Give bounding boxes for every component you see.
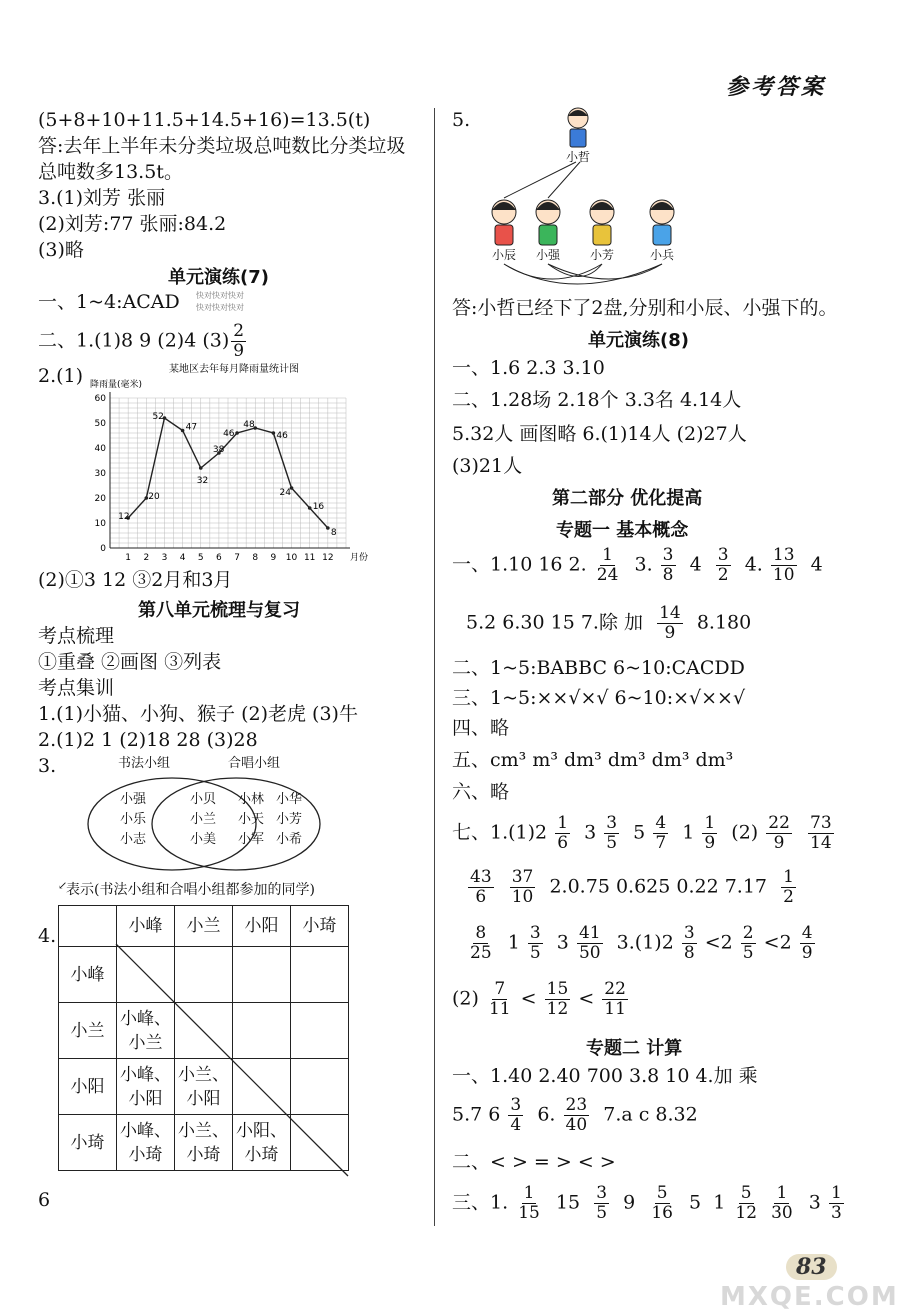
page-number-left: 6	[38, 1189, 51, 1211]
denominator: 25	[470, 943, 492, 963]
venn-name: 小华	[276, 792, 303, 807]
math-line	[452, 546, 823, 585]
text-line: 五、cm³ m³ dm³ dm³ dm³ dm³	[452, 749, 734, 771]
text-span: 3	[808, 1191, 821, 1214]
section-title: 单元演练(7)	[168, 267, 269, 288]
text-span: 5.2 6.30 15 7.除 加	[466, 611, 643, 634]
venn-name: 小林	[238, 792, 265, 807]
text-line: 考点集训	[38, 677, 115, 699]
denominator: 8	[683, 943, 695, 963]
x-tick-label: 6	[216, 553, 222, 563]
fraction	[564, 1096, 590, 1135]
numerator: 1	[523, 1183, 535, 1203]
y-tick-label: 20	[94, 494, 106, 504]
numerator: 3	[529, 923, 541, 943]
text-span: <	[520, 987, 537, 1010]
text-span: 5	[689, 1191, 702, 1214]
text-line: 5.32人 画图略 6.(1)14人 (2)27人	[452, 423, 747, 445]
text-span: 1	[713, 1191, 726, 1214]
y-tick-label: 0	[100, 544, 106, 554]
venn-name: 小乐	[120, 812, 147, 827]
text-span: 七、1.(1)2	[452, 821, 548, 844]
table-row-header: 小阳	[59, 1059, 117, 1115]
text-span: 5.7 6	[452, 1103, 501, 1126]
data-label: 38	[212, 445, 225, 455]
denominator: 11	[604, 999, 626, 1019]
section-title: 第八单元梳理与复习	[138, 600, 300, 621]
text-span: 1	[507, 931, 520, 954]
y-tick-label: 60	[94, 394, 106, 404]
numerator: 14	[659, 603, 681, 623]
denominator: 5	[529, 943, 541, 963]
numerator: 41	[578, 923, 601, 943]
section-title: 专题二 计算	[586, 1038, 683, 1059]
fraction	[829, 1184, 844, 1223]
denominator: 5	[606, 833, 618, 853]
denominator: 9	[664, 623, 676, 643]
numerator: 43	[470, 867, 492, 887]
text-line: 答:去年上半年未分类垃圾总吨数比分类垃圾	[38, 135, 406, 157]
text-span: 7.a c 8.32	[603, 1103, 698, 1126]
text-span: 3	[584, 821, 597, 844]
numerator: 1	[602, 545, 613, 565]
text-span: 4	[689, 553, 702, 576]
x-tick-label: 7	[234, 553, 240, 563]
denominator: 9	[704, 833, 716, 853]
fraction	[468, 924, 494, 963]
fraction	[516, 1184, 542, 1223]
data-label: 48	[243, 420, 255, 430]
denominator: 24	[596, 565, 619, 585]
text-line: 3.	[38, 755, 57, 777]
denominator: 4	[510, 1115, 522, 1135]
denominator: 40	[565, 1115, 588, 1135]
venn-mid-names	[190, 790, 216, 850]
denominator: 2	[783, 887, 794, 907]
data-point	[199, 466, 203, 470]
venn-right-names	[276, 790, 302, 850]
denominator: 3	[830, 1203, 842, 1223]
numerator: 13	[772, 545, 795, 565]
data-label: 24	[279, 488, 291, 498]
denominator: 30	[771, 1203, 793, 1223]
venn-name: 小天	[238, 812, 265, 827]
denominator: 9	[773, 833, 785, 853]
table-row-header: 小峰	[59, 947, 117, 1003]
chart-xlabel: 月份	[350, 553, 369, 563]
numerator: 3	[683, 923, 695, 943]
fraction	[716, 546, 731, 585]
numerator: 2	[233, 321, 245, 341]
numerator: 3	[510, 1095, 522, 1115]
fraction	[682, 924, 697, 963]
text-span: (2)	[731, 821, 759, 844]
fraction	[577, 924, 603, 963]
data-label: 46	[223, 429, 235, 439]
text-line: 一、1.40 2.40 700 3.8 10 4.加 乘	[452, 1065, 758, 1087]
fraction	[555, 814, 570, 853]
venn-name: 小贝	[190, 792, 217, 807]
text-line: 总吨数多13.5t。	[38, 161, 183, 183]
data-point	[181, 429, 185, 433]
fraction	[771, 546, 797, 585]
text-line: 二、1~5:BABBC 6~10:CACDD	[452, 657, 745, 679]
venn-name: 小军	[238, 832, 265, 847]
data-label: 12	[118, 512, 130, 522]
denominator: 12	[735, 1203, 758, 1223]
text-span: 5	[633, 821, 646, 844]
table-cell: 小峰、 小琦	[117, 1115, 175, 1171]
denominator: 12	[546, 999, 569, 1019]
venn-name: 小美	[190, 832, 217, 847]
data-label: 8	[330, 528, 337, 538]
x-tick-label: 2	[143, 553, 150, 563]
y-tick-label: 30	[94, 469, 106, 479]
numerator: 4	[801, 923, 813, 943]
fraction	[510, 868, 536, 907]
math-line	[466, 868, 798, 907]
x-tick-label: 4	[179, 553, 186, 563]
data-point	[235, 431, 239, 435]
fraction	[808, 814, 834, 853]
text-line: 六、略	[452, 781, 510, 803]
text-line: 一、1~4:ACAD	[38, 291, 180, 313]
venn-name: 小强	[120, 792, 147, 807]
fraction	[781, 868, 796, 907]
data-point	[308, 506, 312, 510]
table-cell: 小兰、 小阳	[175, 1059, 233, 1115]
text-line: 二、1.28场 2.18个 3.3名 4.14人	[452, 389, 742, 411]
fraction	[487, 980, 513, 1019]
denominator: 11	[488, 999, 511, 1019]
text-span: 1	[682, 821, 695, 844]
text-line: (5+8+10+11.5+14.5+16)=13.5(t)	[38, 109, 371, 131]
numerator: 15	[546, 979, 569, 999]
data-label: 52	[152, 412, 164, 422]
venn-name: 小芳	[276, 812, 303, 827]
person-icon	[590, 200, 614, 245]
y-tick-label: 50	[94, 419, 106, 429]
text-span: (2)	[452, 987, 479, 1010]
text-line: 4.	[38, 925, 57, 947]
watermark-small: 快对快对快对	[196, 303, 244, 312]
numerator: 8	[475, 923, 487, 943]
table-header-cell: 小兰	[175, 906, 233, 947]
numerator: 22	[604, 979, 626, 999]
numerator: 1	[776, 1183, 788, 1203]
fraction	[468, 868, 494, 907]
denominator: 50	[578, 943, 601, 963]
person-label: 小辰	[492, 248, 517, 262]
fraction	[231, 322, 246, 361]
column-divider	[434, 108, 435, 1226]
text-span: 一、1.10 16 2.	[452, 553, 587, 576]
numerator: 1	[704, 813, 716, 833]
x-tick-label: 8	[252, 553, 259, 563]
text-span: 3.	[634, 553, 653, 576]
x-tick-label: 9	[270, 553, 277, 563]
fraction	[741, 924, 756, 963]
text-line: 2.(1)2 1 (2)18 28 (3)28	[38, 729, 258, 751]
denominator: 10	[511, 887, 534, 907]
numerator: 5	[656, 1183, 668, 1203]
denominator: 15	[518, 1203, 540, 1223]
arrow-icon: ↙	[58, 879, 68, 892]
fraction	[733, 1184, 759, 1223]
text-line: 一、1.6 2.3 3.10	[452, 357, 605, 379]
fraction	[649, 1184, 675, 1223]
y-tick-label: 40	[94, 444, 106, 454]
data-point	[326, 526, 330, 530]
numerator: 3	[717, 545, 729, 565]
text-line	[38, 322, 248, 361]
denominator: 7	[655, 833, 667, 853]
venn-name: 小志	[120, 832, 147, 847]
fraction	[545, 980, 571, 1019]
text-line: 1.(1)小猫、小狗、猴子 (2)老虎 (3)牛	[38, 703, 358, 725]
data-label: 46	[276, 431, 288, 441]
watermark-small: 快对快对快对	[196, 291, 244, 300]
person-label: 小芳	[590, 248, 615, 262]
numerator: 37	[511, 867, 534, 887]
y-tick-label: 10	[94, 519, 106, 529]
chart-title: 某地区去年每月降雨量统计图	[169, 364, 299, 375]
fraction	[653, 814, 668, 853]
data-label: 32	[196, 476, 209, 486]
x-tick-label: 5	[197, 553, 204, 563]
data-label: 20	[148, 492, 160, 502]
math-line	[466, 924, 817, 963]
text-line: 三、1~5:××√×√ 6~10:×√××√	[452, 687, 746, 709]
denominator: 10	[772, 565, 795, 585]
text-line: ①重叠 ②画图 ③列表	[38, 651, 222, 673]
denominator: 6	[475, 887, 487, 907]
table-header-cell: 小峰	[117, 906, 175, 947]
table-cell: 小阳、 小琦	[233, 1115, 291, 1171]
rainfall-line-chart	[84, 360, 369, 570]
text-span: 15	[555, 1191, 581, 1214]
numerator: 3	[596, 1183, 608, 1203]
numerator: 5	[740, 1183, 752, 1203]
text-line: (3)21人	[452, 455, 523, 477]
data-label: 16	[312, 502, 325, 512]
section-title: 第二部分 优化提高	[552, 488, 703, 509]
table-header-cell: 小阳	[233, 906, 291, 947]
denominator: 2	[717, 565, 729, 585]
denominator: 8	[662, 565, 674, 585]
text-line: 二、< > = > < >	[452, 1151, 616, 1173]
table-corner	[59, 906, 117, 947]
text-line: 5.	[452, 109, 471, 131]
denominator: 5	[596, 1203, 608, 1223]
numerator: 3	[606, 813, 618, 833]
venn-name: 小希	[276, 832, 303, 847]
venn-left-names	[120, 790, 146, 850]
x-tick-label: 12	[322, 553, 334, 563]
x-tick-label: 10	[285, 553, 298, 563]
numerator: 22	[768, 813, 790, 833]
text-span: 4	[810, 553, 823, 576]
denominator: 5	[742, 943, 754, 963]
person-icon	[650, 200, 674, 245]
math-line	[452, 980, 630, 1019]
text-line: 2.(1)	[38, 365, 84, 387]
table-cell: 小峰、 小阳	[117, 1059, 175, 1115]
text-span: <	[578, 987, 595, 1010]
text-span: 8.180	[696, 611, 752, 634]
fraction	[661, 546, 676, 585]
denominator: 14	[810, 833, 832, 853]
table-cell: 小峰、 小兰	[117, 1003, 175, 1059]
fraction	[602, 980, 628, 1019]
math-line	[452, 814, 836, 853]
text-span: 三、1.	[452, 1191, 509, 1214]
person-icon	[536, 200, 560, 245]
text-span: <2	[704, 931, 733, 954]
fraction	[528, 924, 543, 963]
fraction	[595, 546, 621, 585]
denominator: 9	[233, 341, 245, 361]
page-number-right: 83	[786, 1254, 837, 1280]
venn-name: 小兰	[190, 812, 217, 827]
fraction	[594, 1184, 609, 1223]
watermark-text: MXQE.COM	[720, 1282, 899, 1312]
fraction	[657, 604, 683, 643]
numerator: 2	[742, 923, 754, 943]
data-label: 47	[185, 422, 198, 433]
text-span: 4.	[744, 553, 763, 576]
table-cell: 小兰、 小琦	[175, 1115, 233, 1171]
text-line: 3.(1)刘芳 张丽	[38, 187, 166, 209]
numerator: 1	[783, 867, 794, 887]
table-row-header: 小琦	[59, 1115, 117, 1171]
fraction	[508, 1096, 523, 1135]
math-line	[452, 1096, 698, 1135]
text-span: 3	[556, 931, 569, 954]
section-title: 专题一 基本概念	[556, 520, 689, 541]
denominator: 16	[651, 1203, 673, 1223]
text-line: 四、略	[452, 717, 510, 739]
text-span: 2.0.75 0.625 0.22 7.17	[549, 875, 768, 898]
text-line: 考点梳理	[38, 625, 115, 647]
denominator: 6	[557, 833, 569, 853]
fraction	[604, 814, 619, 853]
text-line: (3)略	[38, 239, 84, 261]
text-span: 6.	[537, 1103, 556, 1126]
denominator: 9	[801, 943, 813, 963]
math-line	[452, 1184, 846, 1223]
x-tick-label: 3	[161, 553, 168, 563]
table-diagonal	[116, 944, 348, 1176]
fraction	[769, 1184, 795, 1223]
text-line: 答:小哲已经下了2盘,分别和小辰、小强下的。	[452, 297, 838, 319]
table-row-header: 小兰	[59, 1003, 117, 1059]
text-span: 二、1.(1)8 9 (2)4 (3)	[38, 329, 230, 352]
venn-right-names	[238, 790, 264, 850]
fraction	[702, 814, 717, 853]
person-icon	[492, 200, 516, 245]
venn-left-label: 书法小组	[118, 756, 171, 771]
text-span: 9	[623, 1191, 636, 1214]
math-line	[466, 604, 751, 643]
numerator: 1	[830, 1183, 842, 1203]
numerator: 4	[655, 813, 667, 833]
venn-caption: 表示(书法小组和合唱小组都参加的同学)	[66, 882, 315, 898]
text-line: (2)①3 12 ③2月和3月	[38, 569, 233, 591]
numerator: 7	[494, 979, 506, 999]
fraction	[800, 924, 815, 963]
numerator: 73	[810, 813, 832, 833]
numerator: 3	[662, 545, 674, 565]
person-label: 小强	[536, 248, 561, 262]
text-span: 3.(1)2	[616, 931, 674, 954]
numerator: 1	[557, 813, 569, 833]
text-line: (2)刘芳:77 张丽:84.2	[38, 213, 227, 235]
numerator: 23	[565, 1095, 588, 1115]
person-label: 小兵	[650, 248, 675, 262]
x-tick-label: 1	[125, 553, 132, 563]
venn-right-label: 合唱小组	[228, 756, 281, 771]
fraction	[766, 814, 792, 853]
table-header-cell: 小琦	[291, 906, 349, 947]
person-label: 小哲	[566, 150, 591, 164]
page-header-title: 参考答案	[726, 74, 827, 100]
data-point	[272, 431, 276, 435]
chart-ylabel: 降雨量(毫米)	[90, 380, 143, 390]
text-span: <2	[763, 931, 792, 954]
section-title: 单元演练(8)	[588, 330, 689, 351]
x-tick-label: 11	[303, 553, 316, 563]
